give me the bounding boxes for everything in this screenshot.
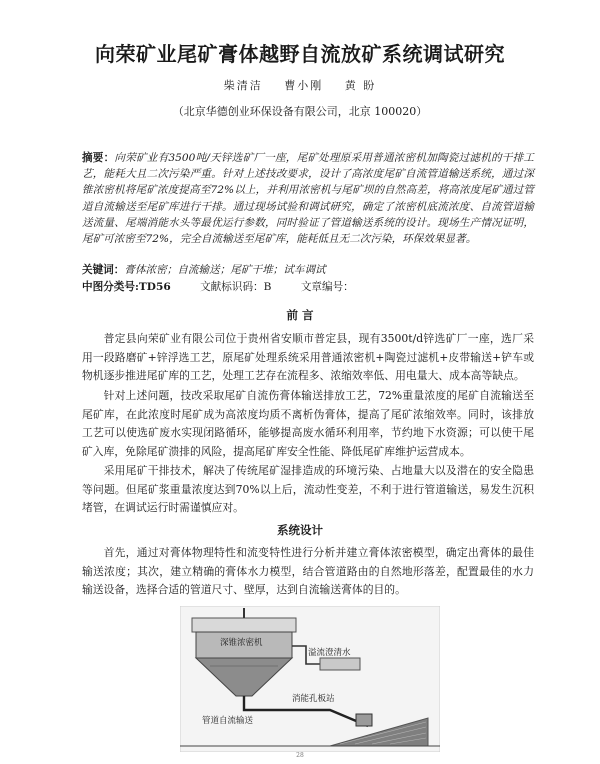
preface-paragraph: 采用尾矿干排技术，解决了传统尾矿湿排造成的环境污染、占地量大以及潜在的安全隐患等问题。但尾矿浆重量浓度达到70%以上后，流动性变差，不利于进行管道输送，易发生沉积堵管，在调试运行时需谨慎应对。 [82, 464, 534, 515]
thickener-bridge [192, 618, 296, 632]
system-diagram [180, 606, 440, 752]
label-thickener: 深锥浓密机 [220, 638, 263, 648]
author-name: 黄 盼 [344, 79, 377, 92]
article-number: 文章编号： [300, 281, 354, 293]
clarified-water-tank [320, 658, 360, 670]
abstract-text: 向荣矿业有3500吨/天锌选矿厂一座，尾矿处理原采用普通浓密机加陶瓷过滤机的干排工艺，能耗大且二次污染严重。针对上述技改要求，设计了高浓度尾矿自流管道输送系统，通过深锥浓密机将尾矿浓度提高至72%以上，并利用浓密机与尾矿坝的自然高差，将高浓度尾矿通过管道自流输送至尾矿库进行干排。通过现场试验和调试研究，确定了浓密机底流浓度、自流管道输送流量、尾端消能水头等最优运行参数，同时验证了管道输送系统的设计。现场生产情况证明，尾矿可浓密至72%，完全自流输送至尾矿库，能耗低且无二次污染，环保效果显著。 [82, 152, 534, 246]
abstract [82, 150, 534, 247]
design-paragraph: 首先，通过对膏体物理特性和流变特性进行分析并建立膏体浓密模型，确定出膏体的最佳输送浓度；其次，建立精确的膏体水力模型，结合管道路由的自然地形落差，配置最佳的水力输送设备，选择合适的管道尺寸、壁厚，达到自流输送膏体的目的。 [82, 546, 534, 597]
label-dissipator: 消能孔板站 [292, 694, 335, 704]
label-pipeline: 管道自流输送 [202, 716, 254, 726]
keywords-label: 关键词： [82, 264, 125, 276]
diagram-svg [180, 606, 440, 752]
paper-title: 向荣矿业尾矿膏体越野自流放矿系统调试研究 [95, 42, 505, 66]
clc-number: 中图分类号:TD56 [82, 281, 171, 293]
label-overflow: 溢流澄清水 [308, 648, 351, 658]
page-number: 28 [296, 752, 304, 759]
author-list [0, 77, 600, 93]
keywords-text: 膏体浓密；自流输送；尾矿干堆；试车调试 [124, 264, 326, 276]
keywords [82, 262, 534, 277]
section-heading-preface: 前 言 [286, 308, 314, 322]
section-heading-design: 系统设计 [277, 523, 323, 537]
author-name: 柴清洁 [223, 79, 263, 92]
classification-line [82, 279, 562, 294]
affiliation: （北京华德创业环保设备有限公司，北京 100020） [172, 105, 428, 118]
abstract-label: 摘要： [82, 152, 115, 164]
document-code: 文献标识码：B [200, 281, 272, 293]
preface-paragraph: 针对上述问题，技改采取尾矿自流伤膏体输送排放工艺，72%重量浓度的尾矿自流输送至尾矿库，在此浓度时尾矿成为高浓度均质不离析伪膏体，提高了尾矿浓缩效率。同时，该排放工艺可以使选矿废水实现闭路循环，能够提高废水循环利用率，节约地下水资源；可以使干尾矿入库，免除尾矿溃排的风险，提高尾矿库安全性能、降低尾矿库维护运营成本。 [82, 389, 534, 458]
preface-paragraph: 普定县向荣矿业有限公司位于贵州省安顺市普定县，现有3500t/d锌选矿厂一座，选厂采用一段路磨矿+锌浮选工艺，原尾矿处理系统采用普通浓密机+陶瓷过滤机+皮带输送+铲车或物机逐步推进尾矿库的工艺，处理工艺存在流程多、浓缩效率低、用电量大、成本高等缺点。 [82, 332, 534, 383]
author-name: 曹小刚 [284, 79, 324, 92]
dissipator-station [356, 714, 372, 726]
